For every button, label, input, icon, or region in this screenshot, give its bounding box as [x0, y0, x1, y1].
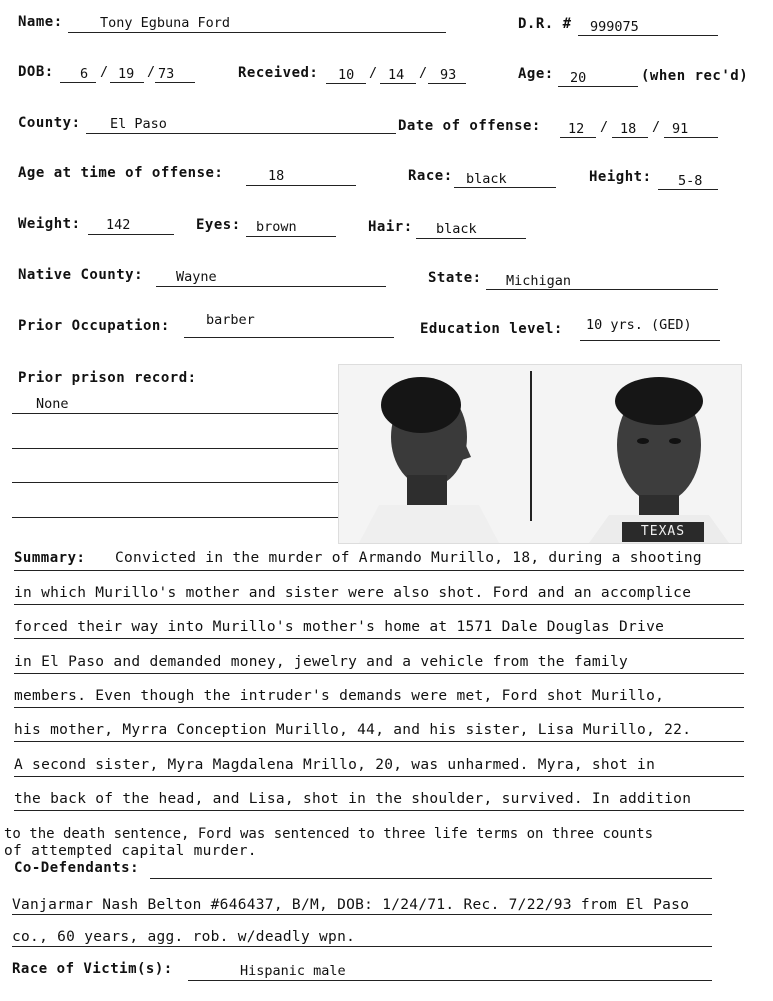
summary-line-8: the back of the head, and Lisa, shot in the shoulder, survived. In addition	[14, 791, 692, 807]
age-offense-value: 18	[268, 168, 285, 184]
dr-label: D.R. #	[518, 16, 572, 32]
summary-line-9: to the death sentence, Ford was sentenced to three life terms on three counts	[4, 826, 654, 842]
height-label: Height:	[589, 169, 652, 185]
rec-day-line	[380, 83, 416, 84]
age-offense-label: Age at time of offense:	[18, 165, 224, 181]
summary-rule-4	[14, 673, 744, 674]
name-label: Name:	[18, 14, 63, 30]
off-sep-2: /	[652, 119, 661, 135]
county-label: County:	[18, 115, 81, 131]
off-month-line	[560, 137, 596, 138]
dob-sep-1: /	[100, 64, 109, 80]
codefendants-label: Co-Defendants:	[14, 860, 140, 876]
summary-line-10: of attempted capital murder.	[4, 843, 257, 859]
occupation-label: Prior Occupation:	[18, 318, 170, 334]
dob-year: 73	[158, 66, 175, 82]
summary-line-2: in which Murillo's mother and sister were also shot. Ford and an accomplice	[14, 585, 692, 601]
state-label: State:	[428, 270, 482, 286]
prior-record-line-4	[12, 517, 342, 518]
race-label: Race:	[408, 168, 453, 184]
dob-month-line	[60, 82, 96, 83]
codefendant-rule-1	[12, 914, 712, 915]
off-day: 18	[620, 121, 637, 137]
age-offense-underline	[246, 185, 356, 186]
dob-year-line	[155, 82, 195, 83]
mugshot-illustration	[339, 365, 741, 543]
occupation-underline	[184, 337, 394, 338]
native-county-label: Native County:	[18, 267, 144, 283]
state-underline	[486, 289, 718, 290]
prior-record-line-3	[12, 482, 342, 483]
eyes-label: Eyes:	[196, 217, 241, 233]
summary-line-7: A second sister, Myra Magdalena Mrillo, 20, was unharmed. Myra, shot in	[14, 757, 656, 773]
weight-value: 142	[106, 217, 131, 233]
summary-rule-8	[14, 810, 744, 811]
summary-line-4: in El Paso and demanded money, jewelry and a vehicle from the family	[14, 654, 629, 670]
received-label: Received:	[238, 65, 319, 81]
state-value: Michigan	[506, 273, 572, 289]
off-day-line	[612, 137, 648, 138]
mugshot-photo	[338, 364, 742, 544]
dob-day: 19	[118, 66, 135, 82]
prior-record-value: None	[36, 396, 69, 412]
hair-value: black	[436, 221, 477, 237]
education-underline	[580, 340, 720, 341]
summary-rule-6	[14, 741, 744, 742]
victim-race-underline	[188, 980, 712, 981]
rec-year: 93	[440, 67, 457, 83]
prior-record-line-1	[12, 413, 342, 414]
off-year-line	[664, 137, 718, 138]
codefendant-rule-2	[12, 946, 712, 947]
education-label: Education level:	[420, 321, 563, 337]
summary-line-5: members. Even though the intruder's demands were met, Ford shot Murillo,	[14, 688, 665, 704]
dob-label: DOB:	[18, 64, 54, 80]
summary-rule-7	[14, 776, 744, 777]
summary-rule-2	[14, 604, 744, 605]
rec-year-line	[428, 83, 466, 84]
native-county-underline	[156, 286, 386, 287]
summary-label: Summary:	[14, 550, 86, 566]
hair-label: Hair:	[368, 219, 413, 235]
height-value: 5-8	[678, 173, 703, 189]
dob-sep-2: /	[147, 64, 156, 80]
off-year: 91	[672, 121, 689, 137]
dob-month: 6	[80, 66, 89, 82]
codefendants-underline	[150, 878, 712, 879]
native-county-value: Wayne	[176, 269, 217, 285]
rec-day: 14	[388, 67, 405, 83]
prior-record-line-2	[12, 448, 342, 449]
off-month: 12	[568, 121, 585, 137]
dob-day-line	[110, 82, 144, 83]
victim-race-value: Hispanic male	[240, 963, 346, 979]
race-underline	[454, 187, 556, 188]
offense-date-label: Date of offense:	[398, 118, 541, 134]
rec-sep-1: /	[369, 65, 378, 81]
victim-race-label: Race of Victim(s):	[12, 961, 173, 977]
age-value: 20	[570, 70, 587, 86]
dr-value: 999075	[590, 19, 639, 35]
summary-rule-5	[14, 707, 744, 708]
off-sep-1: /	[600, 119, 609, 135]
summary-line-3: forced their way into Murillo's mother's home at 1571 Dale Douglas Drive	[14, 619, 665, 635]
race-value: black	[466, 171, 507, 187]
prior-record-label: Prior prison record:	[18, 370, 197, 386]
age-label: Age:	[518, 66, 554, 82]
summary-rule-3	[14, 638, 744, 639]
height-underline	[658, 189, 718, 190]
weight-underline	[88, 234, 174, 235]
codefendant-line-1: Vanjarmar Nash Belton #646437, B/M, DOB: 1/24/71. Rec. 7/22/93 from El Paso	[12, 897, 690, 913]
dr-underline	[578, 35, 718, 36]
education-value: 10 yrs. (GED)	[586, 317, 692, 333]
name-value: Tony Egbuna Ford	[100, 15, 231, 31]
rec-sep-2: /	[419, 65, 428, 81]
name-underline	[68, 32, 446, 33]
eyes-underline	[246, 236, 336, 237]
weight-label: Weight:	[18, 216, 81, 232]
age-underline	[558, 86, 638, 87]
eyes-value: brown	[256, 219, 297, 235]
occupation-value: barber	[206, 312, 255, 328]
hair-underline	[416, 238, 526, 239]
summary-rule-1	[14, 570, 744, 571]
texas-plate: TEXAS	[622, 522, 704, 542]
codefendant-line-2: co., 60 years, agg. rob. w/deadly wpn.	[12, 929, 356, 945]
county-underline	[86, 133, 396, 134]
summary-line-1: Convicted in the murder of Armando Murillo, 18, during a shooting	[115, 550, 702, 566]
age-note: (when rec'd)	[641, 68, 749, 84]
rec-month-line	[326, 83, 366, 84]
rec-month: 10	[338, 67, 355, 83]
summary-line-6: his mother, Myrra Conception Murillo, 44, and his sister, Lisa Murillo, 22.	[14, 722, 692, 738]
photo-divider	[530, 371, 532, 521]
county-value: El Paso	[110, 116, 167, 132]
